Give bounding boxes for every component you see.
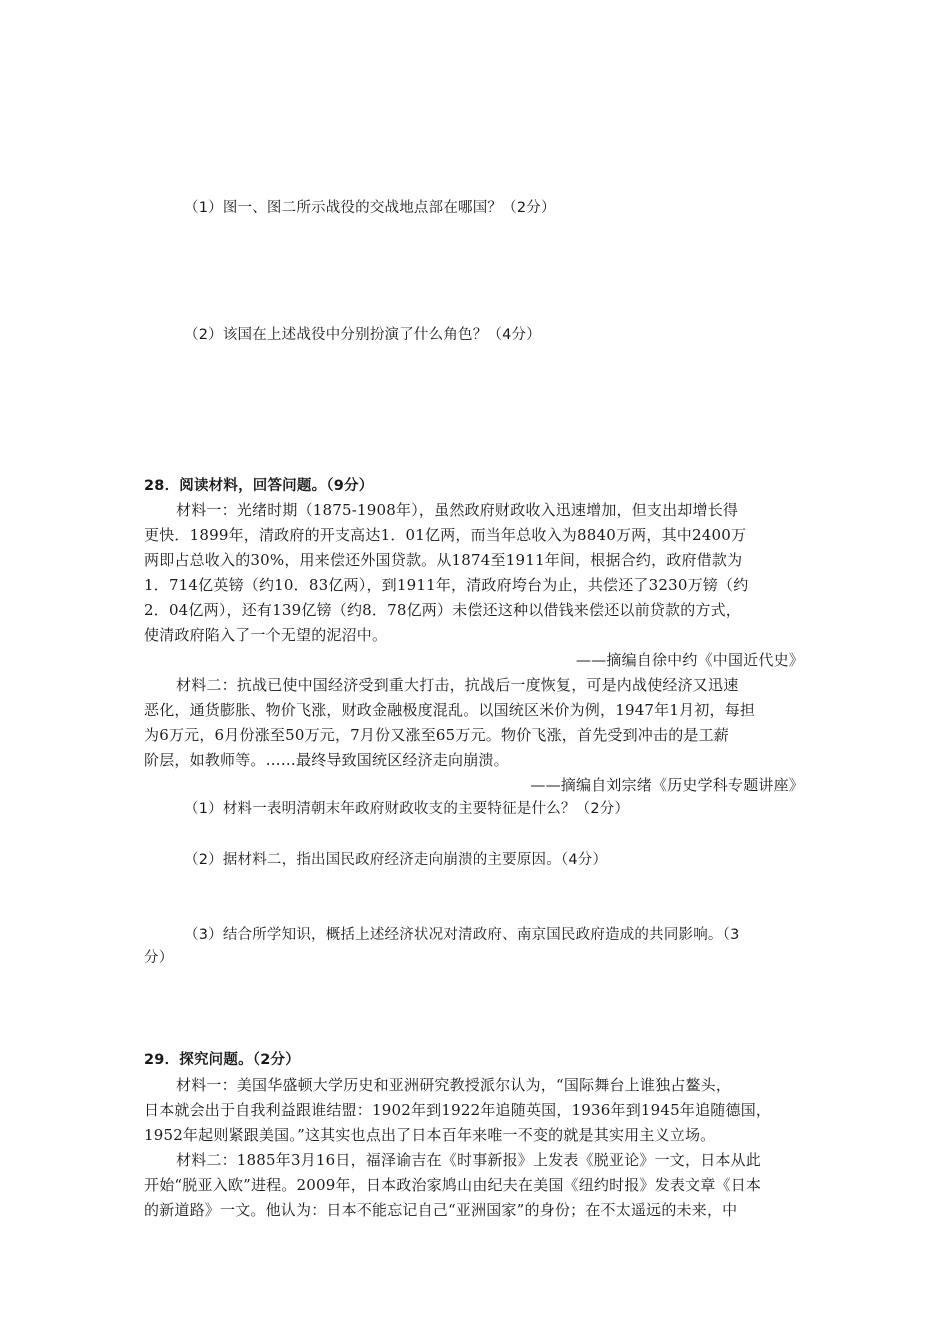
q29-material1-line: 1952年起则紧跟美国。”这其实也点出了日本百年来唯一不变的就是其实用主义立场。	[144, 1126, 716, 1144]
q28-material1-line: 两即占总收入的30%，用来偿还外国贷款。从1874至1911年间，根据合约，政府借款为	[144, 551, 743, 569]
q29-material2-line: 的新道路》一文。他认为：日本不能忘记自己“亚洲国家”的身份；在不太遥远的未来，中	[144, 1201, 738, 1219]
q27-sub2: （2）该国在上述战役中分别扮演了什么角色？（4分）	[184, 327, 541, 343]
q28-material2-line: 阶层，如教师等。……最终导致国统区经济走向崩溃。	[144, 751, 509, 769]
q28-material1-line: 更快．1899年，清政府的开支高达1．01亿两，而当年总收入为8840万两，其中2400万	[144, 526, 747, 544]
q28-material1-line: 1．714亿英镑（约10．83亿两），到1911年，清政府垮台为止，共偿还了3230万镑（约	[144, 576, 749, 594]
q28-material1-line: 2．04亿两），还有139亿镑（约8．78亿两）未偿还这种以借钱来偿还以前贷款的方式，	[144, 601, 741, 619]
q29-material1-line: 日本就会出于自我利益跟谁结盟：1902年到1922年追随英国，1936年到1945年追随德国，	[144, 1101, 772, 1119]
q28-source1: ——摘编自徐中约《中国近代史》	[575, 651, 804, 669]
q28-sub2: （2）据材料二，指出国民政府经济走向崩溃的主要原因。（4分）	[184, 852, 608, 868]
q28-material2-line: 恶化，通货膨胀、物价飞涨，财政金融极度混乱。以国统区米价为例，1947年1月初，每担	[144, 701, 756, 719]
q29-material2-line: 材料二：1885年3月16日，福泽谕吉在《时事新报》上发表《脱亚论》一文，日本从此	[176, 1151, 762, 1169]
q28-material1-line: 使清政府陷入了一个无望的泥沼中。	[144, 626, 388, 644]
q28-sub3: （3）结合所学知识，概括上述经济状况对清政府、南京国民政府造成的共同影响。（3	[184, 927, 740, 943]
q28-sub1: （1）材料一表明清朝末年政府财政收支的主要特征是什么？（2分）	[184, 801, 630, 817]
q29-material1-line: 材料一：美国华盛顿大学历史和亚洲研究教授派尔认为，“国际舞台上谁独占鳌头，	[176, 1076, 732, 1094]
q28-material1-line: 材料一：光绪时期（1875-1908年），虽然政府财政收入迅速增加，但支出却增长得	[176, 501, 739, 519]
q28-material2-line: 材料二：抗战已使中国经济受到重大打击，抗战后一度恢复，可是内战使经济又迅速	[176, 676, 739, 694]
q29-material2-line: 开始“脱亚入欧”进程。2009年，日本政治家鸠山由纪夫在美国《纽约时报》发表文章《日本	[144, 1176, 762, 1194]
q28-source2: ——摘编自刘宗绪《历史学科专题讲座》	[530, 776, 804, 794]
q28-material2-line: 为6万元，6月份涨至50万元，7月份又涨至65万元。物价飞涨，首先受到冲击的是工薪	[144, 726, 730, 744]
q27-sub1: （1）图一、图二所示战役的交战地点部在哪国？（2分）	[184, 200, 556, 216]
q28-sub3-continued: 分）	[144, 950, 174, 966]
q28-heading: 28．阅读材料，回答问题。（9分）	[144, 478, 374, 494]
q29-heading: 29．探究问题。（2分）	[144, 1052, 300, 1068]
